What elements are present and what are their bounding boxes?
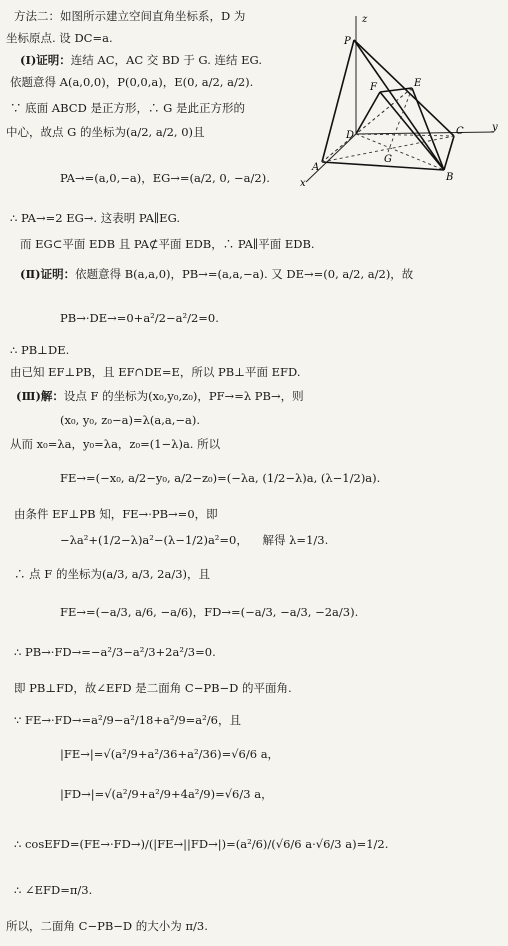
x-axis	[306, 134, 356, 182]
part1-line-7: 而 EG⊂平面 EDB 且 PA⊄平面 EDB，∴ PA∥平面 EDB.	[20, 237, 315, 251]
label-z: z	[362, 14, 368, 25]
label-A: A	[312, 162, 320, 173]
label-x: x	[300, 178, 306, 189]
label-P: P	[344, 36, 351, 47]
part3-line-1: (Ⅲ)解：设点 F 的坐标为(x₀,y₀,z₀)，PF→=λ PB→，则	[16, 389, 304, 403]
part1-line-4: 中心，故点 G 的坐标为(a/2, a/2, 0)且	[6, 125, 205, 139]
label-y: y	[492, 122, 498, 133]
intro-line-1: 方法二：如图所示建立空间直角坐标系，D 为	[14, 9, 246, 23]
part3-line-14: ∴ cosEFD=(FE→·FD→)/(|FE→||FD→|)=(a²/6)/(√6/6 a·√6/3 a)=1/2.	[14, 837, 389, 851]
part3-line-8: FE→=(−a/3, a/6, −a/6)，FD→=(−a/3, −a/3, −2a/3).	[60, 605, 359, 619]
part3-line-6: −λa²+(1/2−λ)a²−(λ−1/2)a²=0， 解得 λ=1/3.	[60, 533, 329, 547]
part3-line-11: ∵ FE→·FD→=a²/9−a²/18+a²/9=a²/6，且	[14, 713, 241, 727]
label-D: D	[346, 130, 355, 141]
part3-line-4: FE→=(−x₀, a/2−y₀, a/2−z₀)=(−λa, (1/2−λ)a, (λ−1/2)a).	[60, 471, 381, 485]
part3-line-16: 所以，二面角 C−PB−D 的大小为 π/3.	[6, 919, 208, 933]
label-G: G	[384, 154, 392, 165]
pyramid-edges	[322, 40, 454, 170]
part1-line-3: ∵ 底面 ABCD 是正方形，∴ G 是此正方形的	[10, 101, 245, 115]
part2-line-1: (Ⅱ)证明：依题意得 B(a,a,0)，PB→=(a,a,−a). 又 DE→=(0, a/2, a/2)，故	[20, 267, 414, 281]
label-C: C	[456, 126, 464, 137]
part1-line-1: (Ⅰ)证明：连结 AC，AC 交 BD 于 G. 连结 EG.	[20, 53, 262, 67]
part3-line-10: 即 PB⊥FD，故∠EFD 是二面角 C−PB−D 的平面角.	[14, 681, 292, 695]
part1-line-2: 依题意得 A(a,0,0)，P(0,0,a)，E(0, a/2, a/2).	[10, 75, 254, 89]
part3-line-5: 由条件 EF⊥PB 知，FE→·PB→=0，即	[14, 507, 218, 521]
part3-line-3: 从而 x₀=λa，y₀=λa，z₀=(1−λ)a. 所以	[10, 437, 221, 451]
part3-line-12: |FE→|=√(a²/9+a²/36+a²/36)=√6/6 a，	[60, 747, 280, 761]
part3-line-7: ∴ 点 F 的坐标为(a/3, a/3, 2a/3)，且	[14, 567, 210, 581]
label-E: E	[414, 78, 422, 89]
part3-line-9: ∴ PB→·FD→=−a²/3−a²/3+2a²/3=0.	[14, 645, 216, 659]
label-F: F	[370, 82, 377, 93]
part3-line-15: ∴ ∠EFD=π/3.	[14, 883, 93, 897]
y-axis	[356, 132, 494, 134]
label-B: B	[446, 172, 454, 183]
part1-line-6: ∴ PA→=2 EG→. 这表明 PA∥EG.	[10, 211, 181, 225]
part2-line-3: ∴ PB⊥DE.	[10, 343, 70, 357]
pyramid-figure	[296, 10, 502, 190]
part2-line-4: 由已知 EF⊥PB，且 EF∩DE=E，所以 PB⊥平面 EFD.	[10, 365, 301, 379]
part2-line-2: PB→·DE→=0+a²/2−a²/2=0.	[60, 311, 219, 325]
part3-line-2: (x₀, y₀, z₀−a)=λ(a,a,−a).	[60, 413, 201, 427]
part3-line-13: |FD→|=√(a²/9+a²/9+4a²/9)=√6/3 a，	[60, 787, 273, 801]
intro-line-2: 坐标原点. 设 DC=a.	[6, 31, 113, 45]
part1-line-5: PA→=(a,0,−a)，EG→=(a/2, 0, −a/2).	[60, 171, 270, 185]
